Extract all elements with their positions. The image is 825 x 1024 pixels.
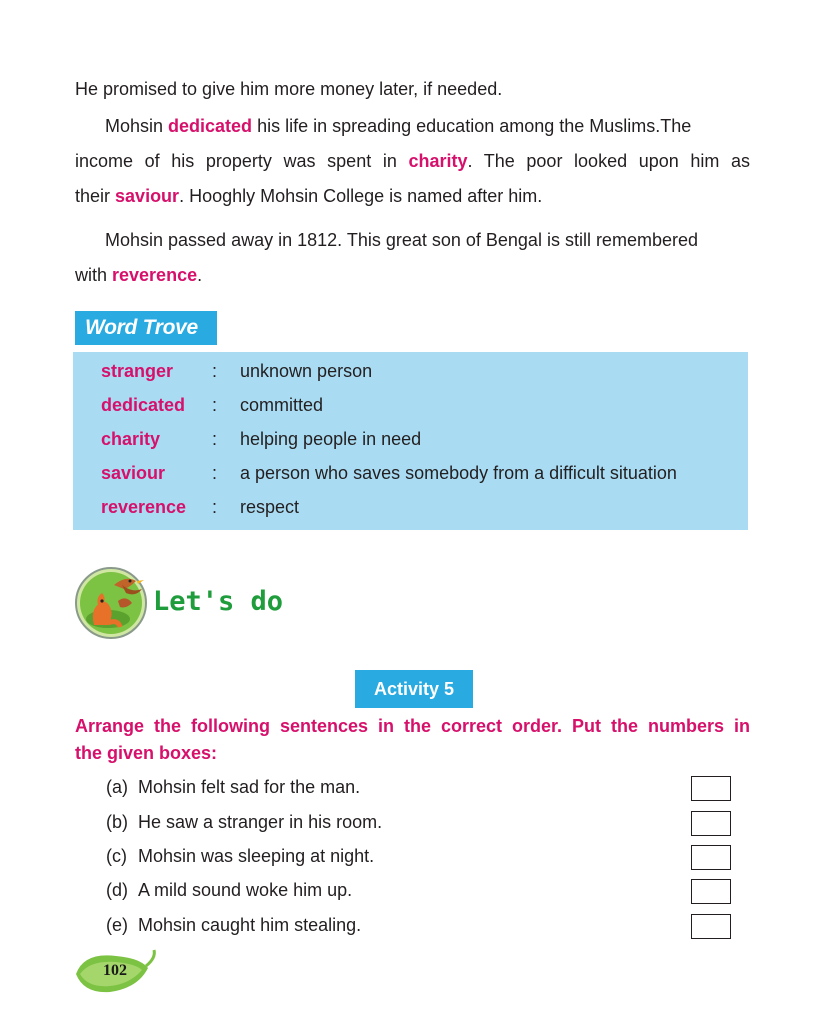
item-label: (c) — [106, 846, 127, 866]
word-trove-entry — [73, 422, 748, 456]
word-trove-separator: : — [212, 429, 218, 449]
answer-box-a[interactable] — [691, 776, 731, 801]
item-text: Mohsin felt sad for the man. — [138, 777, 361, 797]
word-trove-entry — [73, 456, 748, 490]
word-trove-term: reverence — [101, 497, 187, 517]
paragraph-dedication — [75, 109, 750, 214]
answer-box-d[interactable] — [691, 879, 731, 904]
instruction-line: Arrange the following sentences in the correct order. Put the numbers in — [75, 716, 750, 736]
word-trove-term: saviour — [101, 463, 166, 483]
page-number-badge — [70, 948, 162, 1000]
word-trove-term: stranger — [101, 361, 174, 381]
item-label: (a) — [106, 777, 128, 797]
word-trove-definition: respect — [240, 497, 300, 517]
word-trove-separator: : — [212, 463, 218, 483]
activity-item — [106, 810, 382, 834]
paragraph-line: Mohsin dedicated his life in spreading education among the Muslims.The — [105, 116, 692, 136]
paragraph-line: their saviour. Hooghly Mohsin College is named after him. — [75, 186, 543, 206]
answer-box-e[interactable] — [691, 914, 731, 939]
activity-item — [106, 844, 374, 868]
activity-item — [106, 913, 361, 937]
lets-do-title: Let's do — [153, 586, 284, 617]
item-label: (b) — [106, 812, 128, 832]
keyword-charity: charity — [408, 151, 468, 171]
item-text: He saw a stranger in his room. — [138, 812, 383, 832]
keyword-saviour: saviour — [115, 186, 180, 206]
word-trove-separator: : — [212, 395, 218, 415]
item-label: (d) — [106, 880, 128, 900]
activity-item — [106, 878, 352, 902]
paragraph-line: income of his property was spent in charity. The poor looked upon him as — [75, 151, 750, 171]
word-trove-term: dedicated — [101, 395, 186, 415]
word-trove-entry — [73, 354, 748, 388]
word-trove-entry — [73, 490, 748, 524]
paragraph-intro — [75, 72, 750, 107]
word-trove-box — [73, 352, 748, 530]
item-text: A mild sound woke him up. — [138, 880, 353, 900]
answer-box-b[interactable] — [691, 811, 731, 836]
word-trove-entry — [73, 388, 748, 422]
activity-item — [106, 775, 360, 799]
paragraph-line: with reverence. — [75, 265, 203, 285]
word-trove-definition: a person who saves somebody from a difficult situation — [240, 463, 677, 483]
paragraph-line: Mohsin passed away in 1812. This great son of Bengal is still remembered — [105, 230, 698, 250]
word-trove-definition: unknown person — [240, 361, 373, 381]
item-text: Mohsin caught him stealing. — [138, 915, 362, 935]
answer-box-c[interactable] — [691, 845, 731, 870]
activity-label: Activity 5 — [355, 670, 473, 708]
word-trove-separator: : — [212, 497, 218, 517]
item-label: (e) — [106, 915, 128, 935]
keyword-dedicated: dedicated — [168, 116, 253, 136]
activity-instruction — [75, 713, 750, 767]
paragraph-line: He promised to give him more money later, if needed. — [75, 79, 503, 99]
word-trove-definition: helping people in need — [240, 429, 422, 449]
instruction-line: the given boxes: — [75, 743, 218, 763]
paragraph-remembered — [75, 223, 750, 293]
word-trove-term: charity — [101, 429, 161, 449]
word-trove-title: Word Trove — [75, 311, 217, 345]
page-number: 102 — [103, 962, 127, 979]
word-trove-definition: committed — [240, 395, 324, 415]
word-trove-separator: : — [212, 361, 218, 381]
item-text: Mohsin was sleeping at night. — [138, 846, 375, 866]
cartoon-animals-icon — [74, 563, 152, 641]
keyword-reverence: reverence — [112, 265, 198, 285]
